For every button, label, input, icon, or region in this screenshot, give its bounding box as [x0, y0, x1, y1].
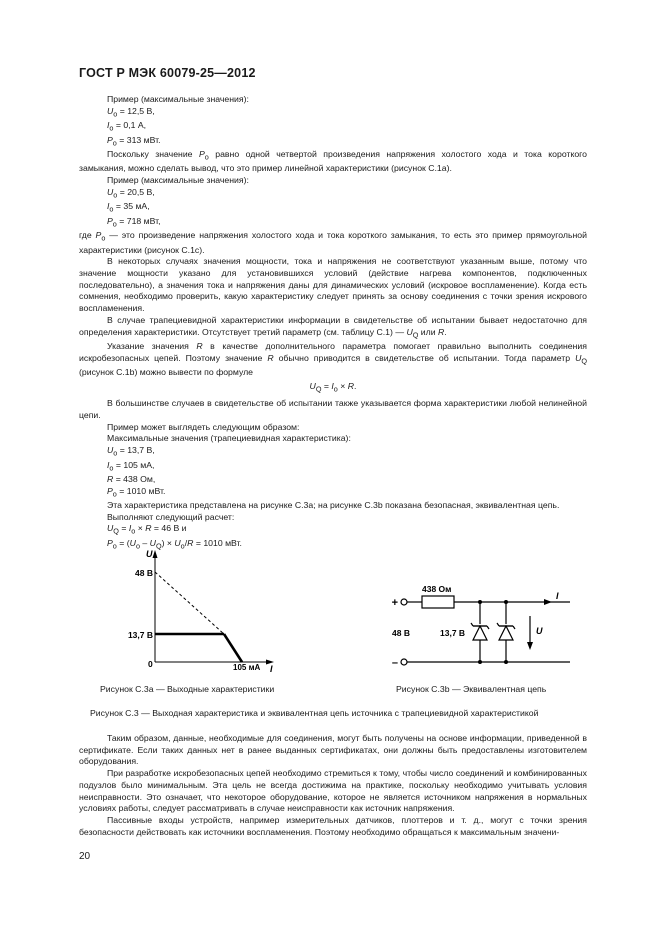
symbol: I: [107, 459, 110, 470]
value: = 12,5 В,: [117, 105, 155, 116]
symbol: U: [406, 326, 413, 337]
text: =: [118, 523, 129, 534]
value: = 13,7 В,: [117, 445, 155, 456]
label-48v: 48 В: [135, 568, 153, 578]
paragraph: Максимальные значения (трапециевидная характеристика):: [107, 433, 351, 444]
symbol: I: [107, 120, 110, 131]
symbol: R: [187, 537, 194, 548]
symbol: R: [107, 473, 114, 484]
figure-equivalent-circuit: [380, 580, 580, 675]
y-axis-label: U: [146, 549, 153, 559]
figure-output-characteristic: [120, 545, 280, 675]
example-value: [79, 216, 587, 230]
text: В случае трапециевидной характеристики информации в свидетельстве об испытании бывает недостаточно для определения характеристики. Отсутствует третий параметр (см. таблицу С.1) —: [79, 314, 587, 337]
text: ×: [164, 537, 175, 548]
text: где: [79, 230, 96, 241]
formula: [79, 381, 587, 395]
subscript: o: [113, 109, 118, 119]
calc-line: [79, 523, 587, 537]
example-value: [79, 106, 587, 120]
subscript: o: [204, 152, 209, 162]
value: = 20,5 В,: [117, 186, 155, 197]
plus-terminal: [401, 599, 407, 605]
paragraph: Пассивные входы устройств, например измерительных датчиков, плоттеров и т. д., могут с точки зрения безопасности действовать как источники воспламенения. Поэтому необходимо обращаться к максимальным значени-: [79, 814, 587, 837]
text: =: [321, 380, 332, 391]
current-label: I: [556, 591, 559, 601]
subscript: Q: [581, 356, 587, 366]
example-value: [79, 445, 587, 459]
paragraph: [79, 149, 587, 175]
main-text-block: [79, 94, 587, 552]
value: = 313 мВт.: [116, 134, 161, 145]
subscript: o: [113, 448, 118, 458]
subscript: Q: [412, 330, 419, 340]
zener-voltage-label: 13,7 В: [440, 628, 466, 638]
current-arrow: [544, 599, 552, 605]
zener-diode-1: [471, 602, 489, 662]
text: ×: [337, 380, 348, 391]
label-13-7v: 13,7 В: [127, 630, 153, 640]
text: ): [161, 537, 165, 548]
subscript: o: [333, 384, 338, 394]
value: = 0,1 А,: [113, 120, 147, 131]
example-title: Пример (максимальные значения):: [107, 94, 249, 104]
symbol: R: [347, 380, 355, 391]
text: — это произведение напряжения холостого хода и тока короткого замыкания, то есть это пример прямоугольной характеристики (рисунок С.1с).: [79, 230, 587, 255]
value: = 105 мА,: [113, 459, 155, 470]
text: ×: [135, 523, 146, 534]
plus-label: +: [391, 597, 398, 609]
paragraph: Выполняют следующий расчет:: [107, 511, 235, 522]
figure-caption: Рисунок С.3 — Выходная характеристика и эквивалентная цепь источника с трапециевидной характеристикой: [90, 708, 539, 718]
example-value: [79, 135, 587, 149]
main-text-block-2: [79, 733, 587, 838]
example-value: [79, 187, 587, 201]
example-value: [79, 201, 587, 215]
text: .: [354, 380, 357, 391]
figure-a-caption: Рисунок С.3а — Выходные характеристики: [100, 684, 275, 694]
text: Поскольку значение: [107, 149, 199, 160]
text: =: [116, 537, 127, 548]
resistor-label: 438 Ом: [422, 584, 452, 594]
example-title: Пример (максимальные значения):: [107, 175, 249, 186]
source-voltage-label: 48 В: [392, 628, 410, 638]
text: (рисунок С.1b) можно вывести по формуле: [79, 367, 254, 378]
symbol: R: [145, 523, 152, 534]
value: = 1010 мВт.: [116, 485, 166, 496]
characteristic-diagram: [120, 545, 280, 675]
subscript: o: [112, 138, 117, 148]
symbol: P: [107, 215, 113, 226]
symbol: R: [437, 326, 445, 337]
symbol: U: [107, 523, 114, 534]
y-axis-arrow: [153, 550, 158, 558]
circuit-diagram: [380, 580, 580, 675]
subscript: o: [131, 527, 136, 537]
symbol: I: [107, 201, 110, 212]
example-value: [79, 474, 587, 486]
text: обычно приводится в свидетельстве об испытании. Тогда параметр: [273, 352, 576, 363]
load-line-dashed: [155, 572, 224, 634]
symbol: R: [267, 352, 274, 363]
example-value: [79, 120, 587, 134]
value: = 438 Ом,: [113, 473, 156, 484]
symbol: P: [107, 537, 113, 548]
symbol: U: [149, 537, 156, 548]
paragraph: [79, 230, 587, 256]
text: Указание значения: [107, 340, 197, 351]
voltage-arrow: [527, 642, 533, 650]
example-value: [79, 486, 587, 500]
symbol: P: [95, 230, 102, 241]
figure-b-caption: Рисунок С.3b — Эквивалентная цепь: [396, 684, 547, 694]
zener-diode-2: [497, 602, 515, 662]
symbol: U: [107, 186, 114, 197]
symbol: I: [128, 523, 132, 534]
symbol: I: [331, 380, 334, 391]
value: = 718 мВт,: [116, 215, 161, 226]
text: или: [418, 326, 438, 337]
paragraph: [79, 315, 587, 341]
symbol: U: [107, 445, 114, 456]
value: = 35 мА,: [113, 201, 150, 212]
subscript: o: [180, 541, 185, 551]
subscript: o: [112, 541, 117, 551]
subscript: o: [101, 233, 106, 243]
text: равно одной четвертой произведения напряжения холостого хода и тока короткого замыкания, можно сделать вывод, что это пример линейной характеристики (рисунок С.1а).: [79, 149, 587, 174]
document-header: ГОСТ Р МЭК 60079-25—2012: [79, 66, 256, 80]
paragraph: Таким образом, данные, необходимые для соединения, могут быть получены на основе информации, приведенной в сертификате. Если таких данных нет в ранее выданных сертификатах, они должны быть предоставлены изготовителем оборудования.: [79, 733, 587, 767]
subscript: o: [112, 219, 117, 229]
text: в качестве дополнительного параметра помогает правильно выполнить соединения искробезопасных цепей. Поэтому значение: [79, 340, 587, 363]
resistor: [422, 596, 454, 608]
subscript: o: [109, 463, 114, 473]
symbol: R: [196, 340, 203, 351]
symbol: U: [174, 537, 181, 548]
text: –: [139, 537, 150, 548]
x-axis-label: I: [270, 664, 273, 674]
subscript: Q: [315, 384, 322, 394]
subscript: o: [135, 541, 140, 551]
subscript: Q: [155, 541, 162, 551]
symbol: U: [575, 352, 582, 363]
paragraph: Эта характеристика представлена на рисунке С.3а; на рисунке С.3b показана безопасная, эквивалентная цепь.: [107, 500, 560, 511]
subscript: o: [113, 190, 118, 200]
label-105ma: 105 мА: [233, 663, 261, 672]
paragraph: В некоторых случаях значения мощности, тока и напряжения не соответствуют указанным выше, потому что значение мощности указано для установившихся условий (действие нагрева компонентов, подключенных последовательно), а значения тока и напряжения даны для динамических условий (искровое воспламенение). Когда есть сомнения, необходимо проверить, какую характеристику следует принять за основу соединения с точки зрения искрового воспламенения.: [79, 256, 587, 314]
text: /: [184, 537, 188, 548]
paragraph: При разработке искробезопасных цепей необходимо стремиться к тому, чтобы число соединений и комбинированных подузлов было минимальным. Эта цель не всегда достижима на практике, поскольку необходимо учитывать условия неисправности. Это означает, что некоторое оборудование, которое не является источником напряжения в нормальных условиях работы, следует рассматривать в случае неисправности как источник напряжения.: [79, 768, 587, 814]
label-origin: 0: [148, 659, 153, 669]
symbol: U: [309, 380, 316, 391]
subscript: o: [112, 489, 117, 499]
symbol: P: [107, 134, 113, 145]
text: .: [444, 326, 447, 337]
minus-label: –: [391, 657, 398, 669]
value: = 1010 мВт.: [193, 537, 242, 548]
subscript: Q: [113, 527, 119, 537]
value: = 46 В и: [151, 523, 187, 534]
subscript: o: [109, 123, 114, 133]
symbol: P: [198, 149, 205, 160]
symbol: U: [129, 537, 136, 548]
paragraph: В большинстве случаев в свидетельстве об испытании также указывается форма характеристики любой нелинейной цепи.: [79, 398, 587, 420]
page-number: 20: [79, 851, 91, 862]
voltage-label: U: [536, 626, 543, 636]
symbol: P: [107, 485, 113, 496]
paragraph: Пример может выглядеть следующим образом:: [107, 421, 300, 432]
minus-terminal: [401, 659, 407, 665]
subscript: o: [109, 205, 114, 215]
text: (: [126, 537, 130, 548]
current-limit-line: [224, 634, 242, 662]
example-value: [79, 460, 587, 474]
paragraph: [79, 341, 587, 379]
symbol: U: [107, 105, 114, 116]
